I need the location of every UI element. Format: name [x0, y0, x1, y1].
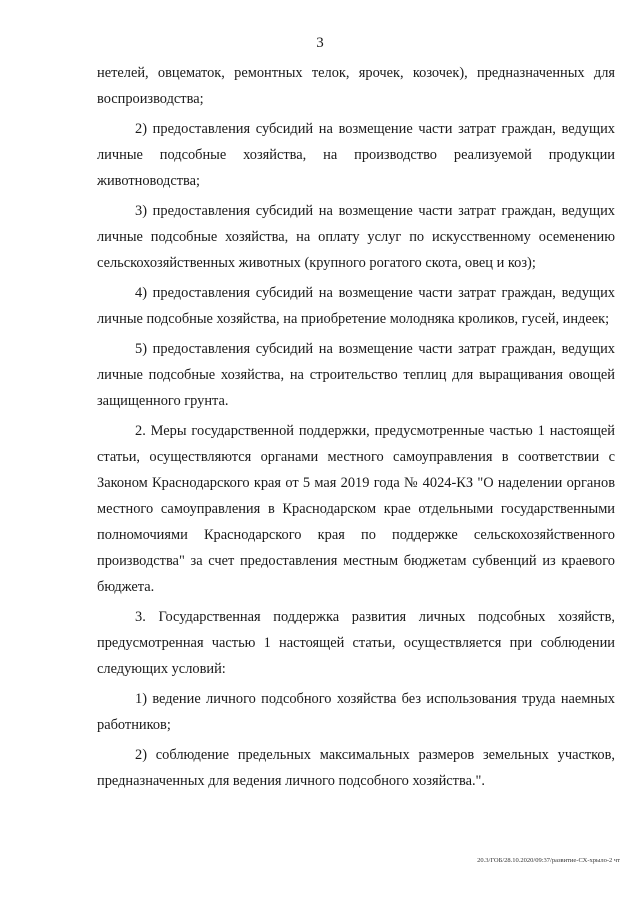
- document-footer-code: 20.3/ГОБ/28.10.2020/09:37/развитие-СХ-хрыло-2 чт: [477, 857, 620, 864]
- paragraph-item-3: 3) предоставления субсидий на возмещение части затрат граждан, ведущих личные подсобные хозяйства, на оплату услуг по искусственному осеменению сельскохозяйственных животных (крупного рогатого скота, овец и коз);: [97, 203, 615, 271]
- document-body: [97, 60, 615, 798]
- paragraph-condition-1: 1) ведение личного подсобного хозяйства без использования труда наемных работников;: [97, 691, 615, 733]
- page-number: 3: [316, 35, 324, 51]
- paragraph-item-2: 2) предоставления субсидий на возмещение части затрат граждан, ведущих личные подсобные хозяйства, на производство реализуемой продукции животноводства;: [97, 121, 615, 189]
- paragraph-continuation: нетелей, овцематок, ремонтных телок, ярочек, козочек), предназначенных для воспроизводства;: [97, 65, 615, 107]
- paragraph-condition-2: 2) соблюдение предельных максимальных размеров земельных участков, предназначенных для ведения личного подсобного хозяйства.".: [97, 747, 615, 789]
- paragraph-item-4: 4) предоставления субсидий на возмещение части затрат граждан, ведущих личные подсобные хозяйства, на приобретение молодняка кроликов, гусей, индеек;: [97, 285, 615, 327]
- paragraph-item-5: 5) предоставления субсидий на возмещение части затрат граждан, ведущих личные подсобные хозяйства, на строительство теплиц для выращивания овощей защищенного грунта.: [97, 341, 615, 409]
- paragraph-part-3: 3. Государственная поддержка развития личных подсобных хозяйств, предусмотренная частью 1 настоящей статьи, осуществляется при соблюдении следующих условий:: [97, 609, 615, 677]
- paragraph-part-2: 2. Меры государственной поддержки, предусмотренные частью 1 настоящей статьи, осуществляются органами местного самоуправления в соответствии с Законом Краснодарского края от 5 мая 2019 года № 4024-КЗ "О наделении органов местного самоуправления в Краснодарском крае отдельными государственными полномочиями Краснодарского края по поддержке сельскохозяйственного производства" за счет предоставления местным бюджетам субвенций из краевого бюджета.: [97, 423, 615, 595]
